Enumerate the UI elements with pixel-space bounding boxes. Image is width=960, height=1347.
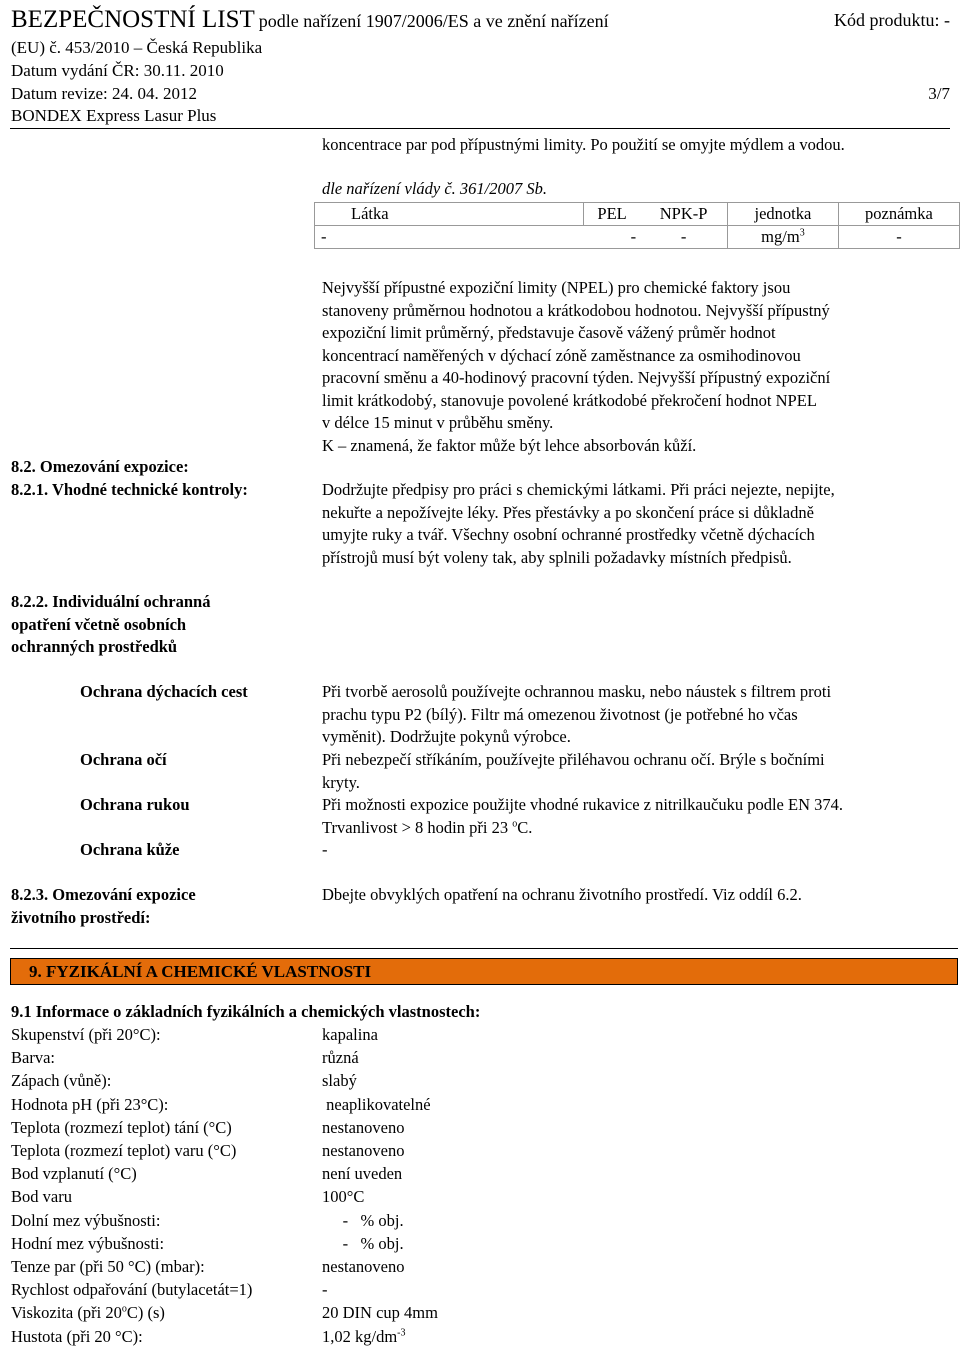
col-latka: Látka xyxy=(315,203,584,226)
pel-table xyxy=(314,202,960,249)
property-label: Teplota (rozmezí teplot) tání (°C) xyxy=(11,1117,232,1137)
section-9-1-heading: 9.1 Informace o základních fyzikálních a chemických vlastnostech: xyxy=(11,1002,481,1021)
cell-note: - xyxy=(838,226,959,249)
property-label: Bod vzplanutí (°C) xyxy=(11,1164,137,1184)
product-name: BONDEX Express Lasur Plus xyxy=(11,106,217,125)
property-label: Rychlost odpařování (butylacetát=1) xyxy=(11,1280,253,1300)
doc-regulation: podle nařízení 1907/2006/ES a ve znění nařízení xyxy=(258,11,609,31)
cell-unit: $mg/m^3$ xyxy=(727,226,838,249)
section-divider xyxy=(10,948,958,949)
issue-date: Datum vydání ČR: 30.11. 2010 xyxy=(11,61,224,80)
label-skin: Ochrana kůže xyxy=(80,840,180,859)
property-value: nestanoveno xyxy=(322,1141,405,1160)
property-value: - % obj. xyxy=(322,1210,404,1230)
top-note: koncentrace par pod přípustnými limity. Po použití se omyjte mýdlem a vodou. xyxy=(322,135,845,154)
col-note: poznámka xyxy=(838,203,959,226)
text-hands: Při možnosti expozice použijte vhodné rukavice z nitrilkaučuku podle EN 374. Trvanlivost > 8 hodin při 23 $^o$C. xyxy=(322,795,843,837)
col-npk: NPK-P xyxy=(640,203,727,226)
property-value: - xyxy=(322,1280,328,1300)
section-9-title: 9. FYZIKÁLNÍ A CHEMICKÉ VLASTNOSTI xyxy=(29,962,372,981)
property-value: kapalina xyxy=(322,1025,378,1044)
property-value: slabý xyxy=(322,1071,357,1091)
property-label: Dolní mez výbušnosti: xyxy=(11,1210,161,1230)
cell-latka: - xyxy=(315,226,584,249)
section-8-2-3-text: Dbejte obvyklých opatření na ochranu životního prostředí. Viz oddíl 6.2. xyxy=(322,885,802,904)
doc-header-title-line xyxy=(11,6,609,34)
property-value: 1,02 $kg/dm^{-3}$ xyxy=(322,1326,406,1346)
npel-paragraph: Nejvyšší přípustné expoziční limity (NPEL) pro chemické faktory jsou stanoveny průměrnou hodnotou a krátkodobou hodnotou. Nejvyšší přípustný expoziční limit průměrný, představuje časově vážený průměr hodnot koncentrací naměřených v dýchací zóně zaměstnance za osmihodinovou pracovní směnu a 40-hodinový pracovní týden. Nejvyšší přípustný expoziční limit krátkodobý, stanovuje povolené krátkodobé překročení hodnot NPEL v délce 15 minut v průběhu směny. K – znamená, že faktor může být lehce absorbován kůží. xyxy=(322,278,831,455)
property-label: Teplota (rozmezí teplot) varu (°C) xyxy=(11,1141,237,1160)
property-label: Zápach (vůně): xyxy=(11,1071,112,1091)
property-label: Hodnota pH (při 23°C): xyxy=(11,1094,169,1114)
property-value: různá xyxy=(322,1048,359,1068)
section-8-2-heading: 8.2. Omezování expozice: xyxy=(11,457,189,476)
property-value: není uveden xyxy=(322,1164,403,1184)
section-8-2-3-heading: 8.2.3. Omezování expozice životního prostředí: xyxy=(11,885,196,927)
property-label: Hustota (při 20 °C): xyxy=(11,1326,143,1346)
product-code: Kód produktu: - xyxy=(834,10,950,30)
section-8-2-1-text: Dodržujte předpisy pro práci s chemickými látkami. Při práci nejezte, nepijte, nekuřte a nepožívejte léky. Přes přestávky a po skončení práce si důkladně umyjte ruky a tvář. Všechny osobní ochranné prostředky včetně dýchacích přístrojů musí být voleny tak, aby splnili požadavky místních předpisů. xyxy=(322,480,835,567)
property-value: 20 DIN cup 4mm xyxy=(322,1303,438,1323)
property-label: Hodní mez výbušnosti: xyxy=(11,1233,165,1253)
cell-npk: - xyxy=(640,226,727,249)
property-value: nestanoveno xyxy=(322,1117,405,1137)
section-9-banner xyxy=(10,958,958,985)
col-unit: jednotka xyxy=(727,203,838,226)
label-respiratory: Ochrana dýchacích cest xyxy=(80,682,248,701)
text-eyes: Při nebezpečí stříkáním, používejte přiléhavou ochranu očí. Brýle s bočními kryty. xyxy=(322,750,825,792)
text-respiratory: Při tvorbě aerosolů používejte ochrannou masku, nebo náustek s filtrem proti prachu typu P2 (bílý). Filtr má omezenou životnost (je potřebné ho včas vyměnit). Dodržujte pokynů výrobce. xyxy=(322,682,832,746)
section-8-2-2-heading: 8.2.2. Individuální ochranná opatření včetně osobních ochranných prostředků xyxy=(11,592,211,656)
property-label: Tenze par (při 50 °C) (mbar): xyxy=(11,1257,205,1276)
regulation-reference: dle nařízení vlády č. 361/2007 Sb. xyxy=(322,179,548,198)
table-header-row xyxy=(315,203,960,226)
property-value: 100°C xyxy=(322,1187,365,1207)
page-number: 3/7 xyxy=(928,84,950,103)
table-row xyxy=(315,226,960,249)
doc-title: BEZPEČNOSTNÍ LIST xyxy=(11,6,255,33)
revision-date: Datum revize: 24. 04. 2012 xyxy=(11,84,198,103)
header-divider xyxy=(10,128,950,129)
property-value: - % obj. xyxy=(322,1233,404,1253)
property-label: Bod varu xyxy=(11,1187,72,1207)
doc-regulation-2: (EU) č. 453/2010 – Česká Republika xyxy=(11,38,263,57)
property-value: nestanoveno xyxy=(322,1257,405,1276)
section-8-2-1-heading: 8.2.1. Vhodné technické kontroly: xyxy=(11,480,248,499)
property-label: Viskozita (při 20$^o$C) (s) xyxy=(11,1303,165,1323)
property-label: Skupenství (při 20°C): xyxy=(11,1025,161,1044)
text-skin: - xyxy=(322,840,328,859)
property-label: Barva: xyxy=(11,1048,55,1068)
col-pel: PEL xyxy=(583,203,640,226)
label-eyes: Ochrana očí xyxy=(80,750,167,769)
label-hands: Ochrana rukou xyxy=(80,795,190,814)
cell-pel: - xyxy=(583,226,640,249)
property-value: neaplikovatelné xyxy=(322,1094,431,1114)
